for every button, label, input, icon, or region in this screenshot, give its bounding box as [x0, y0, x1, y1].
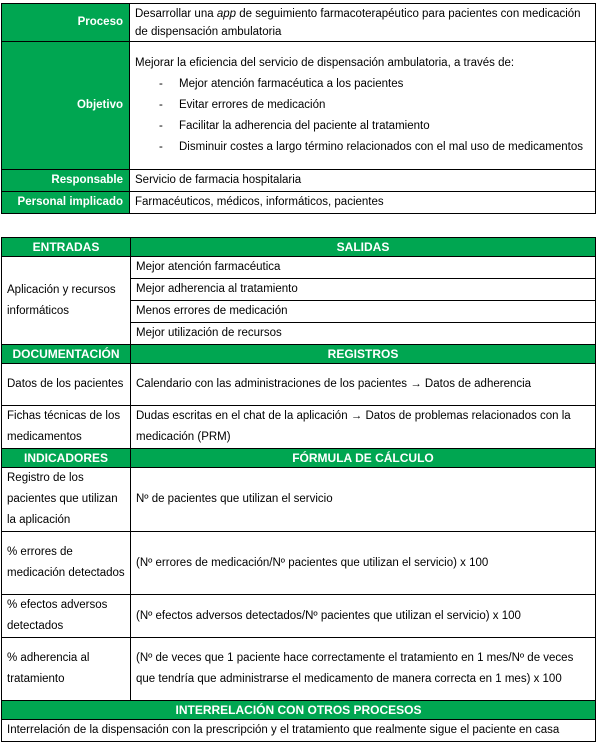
personal-value: Farmacéuticos, médicos, informáticos, pacientes [130, 192, 596, 214]
proceso-text-post: de seguimiento farmacoterapéutico para pacientes con medicación de dispensación ambulatoria [135, 7, 581, 38]
documentacion-item: Fichas técnicas de los medicamentos [2, 406, 131, 449]
io-table [1, 237, 596, 742]
indicador-item: % errores de medicación detectados [2, 532, 131, 595]
personal-label: Personal implicado [2, 192, 130, 214]
objetivo-list [135, 74, 590, 158]
proceso-row [2, 4, 596, 42]
proceso-text-pre: Desarrollar una [135, 7, 217, 20]
indicador-row [2, 532, 596, 595]
indicador-item: % efectos adversos detectados [2, 595, 131, 638]
indicadores-header: INDICADORES [2, 449, 131, 468]
proceso-value [130, 4, 596, 42]
interrelacion-header-row [2, 701, 596, 720]
salida-item: Mejor adherencia al tratamiento [131, 279, 596, 301]
formula-item: (Nº efectos adversos detectados/Nº pacientes que utilizan el servicio) x 100 [131, 595, 596, 638]
indicador-row [2, 468, 596, 532]
objetivo-label: Objetivo [2, 42, 130, 170]
objetivo-item: - Facilitar la adherencia del paciente al tratamiento [135, 116, 590, 137]
objetivo-row [2, 42, 596, 170]
proceso-label: Proceso [2, 4, 130, 42]
documentacion-header: DOCUMENTACIÓN [2, 345, 131, 364]
indicadores-header-row [2, 449, 596, 468]
registros-header: REGISTROS [131, 345, 596, 364]
salida-item: Mejor utilización de recursos [131, 323, 596, 345]
documentacion-row [2, 364, 596, 406]
objetivo-item: - Mejor atención farmacéutica a los pacientes [135, 74, 590, 95]
documentacion-item: Datos de los pacientes [2, 364, 131, 406]
documentacion-header-row [2, 345, 596, 364]
responsable-value: Servicio de farmacia hospitalaria [130, 170, 596, 192]
indicador-item: % adherencia al tratamiento [2, 638, 131, 701]
documentacion-row [2, 406, 596, 449]
entrada-value: Aplicación y recursos informáticos [2, 257, 131, 345]
proceso-text-app: app [216, 7, 237, 20]
indicador-row [2, 638, 596, 701]
formula-header: FÓRMULA DE CÁLCULO [131, 449, 596, 468]
process-table [1, 3, 596, 214]
formula-item: (Nº de veces que 1 paciente hace correctamente el tratamiento en 1 mes/Nº de veces que tendría que administrarse el medicamento de manera correcta en 1 mes) x 100 [131, 638, 596, 701]
salidas-header: SALIDAS [131, 238, 596, 257]
objetivo-intro: Mejorar la eficiencia del servicio de dispensación ambulatoria, a través de: [135, 57, 515, 69]
objetivo-value [130, 42, 596, 170]
entradas-header: ENTRADAS [2, 238, 131, 257]
formula-item: Nº de pacientes que utilizan el servicio [131, 468, 596, 532]
salida-item: Mejor atención farmacéutica [131, 257, 596, 279]
indicador-row [2, 595, 596, 638]
registro-item: Calendario con las administraciones de los pacientes → Datos de adherencia [131, 364, 596, 406]
salida-row [2, 257, 596, 279]
indicador-item: Registro de los pacientes que utilizan la aplicación [2, 468, 131, 532]
responsable-row [2, 170, 596, 192]
objetivo-item: - Disminuir costes a largo término relacionados con el mal uso de medicamentos [135, 137, 590, 158]
entradas-salidas-header-row [2, 238, 596, 257]
formula-item: (Nº errores de medicación/Nº pacientes que utilizan el servicio) x 100 [131, 532, 596, 595]
registro-item: Dudas escritas en el chat de la aplicación → Datos de problemas relacionados con la medicación (PRM) [131, 406, 596, 449]
responsable-label: Responsable [2, 170, 130, 192]
interrelacion-value: Interrelación de la dispensación con la prescripción y el tratamiento que realmente sigue el paciente en casa [2, 720, 596, 742]
personal-row [2, 192, 596, 214]
interrelacion-row [2, 720, 596, 742]
objetivo-item: - Evitar errores de medicación [135, 95, 590, 116]
interrelacion-header: INTERRELACIÓN CON OTROS PROCESOS [2, 701, 596, 720]
salida-item: Menos errores de medicación [131, 301, 596, 323]
